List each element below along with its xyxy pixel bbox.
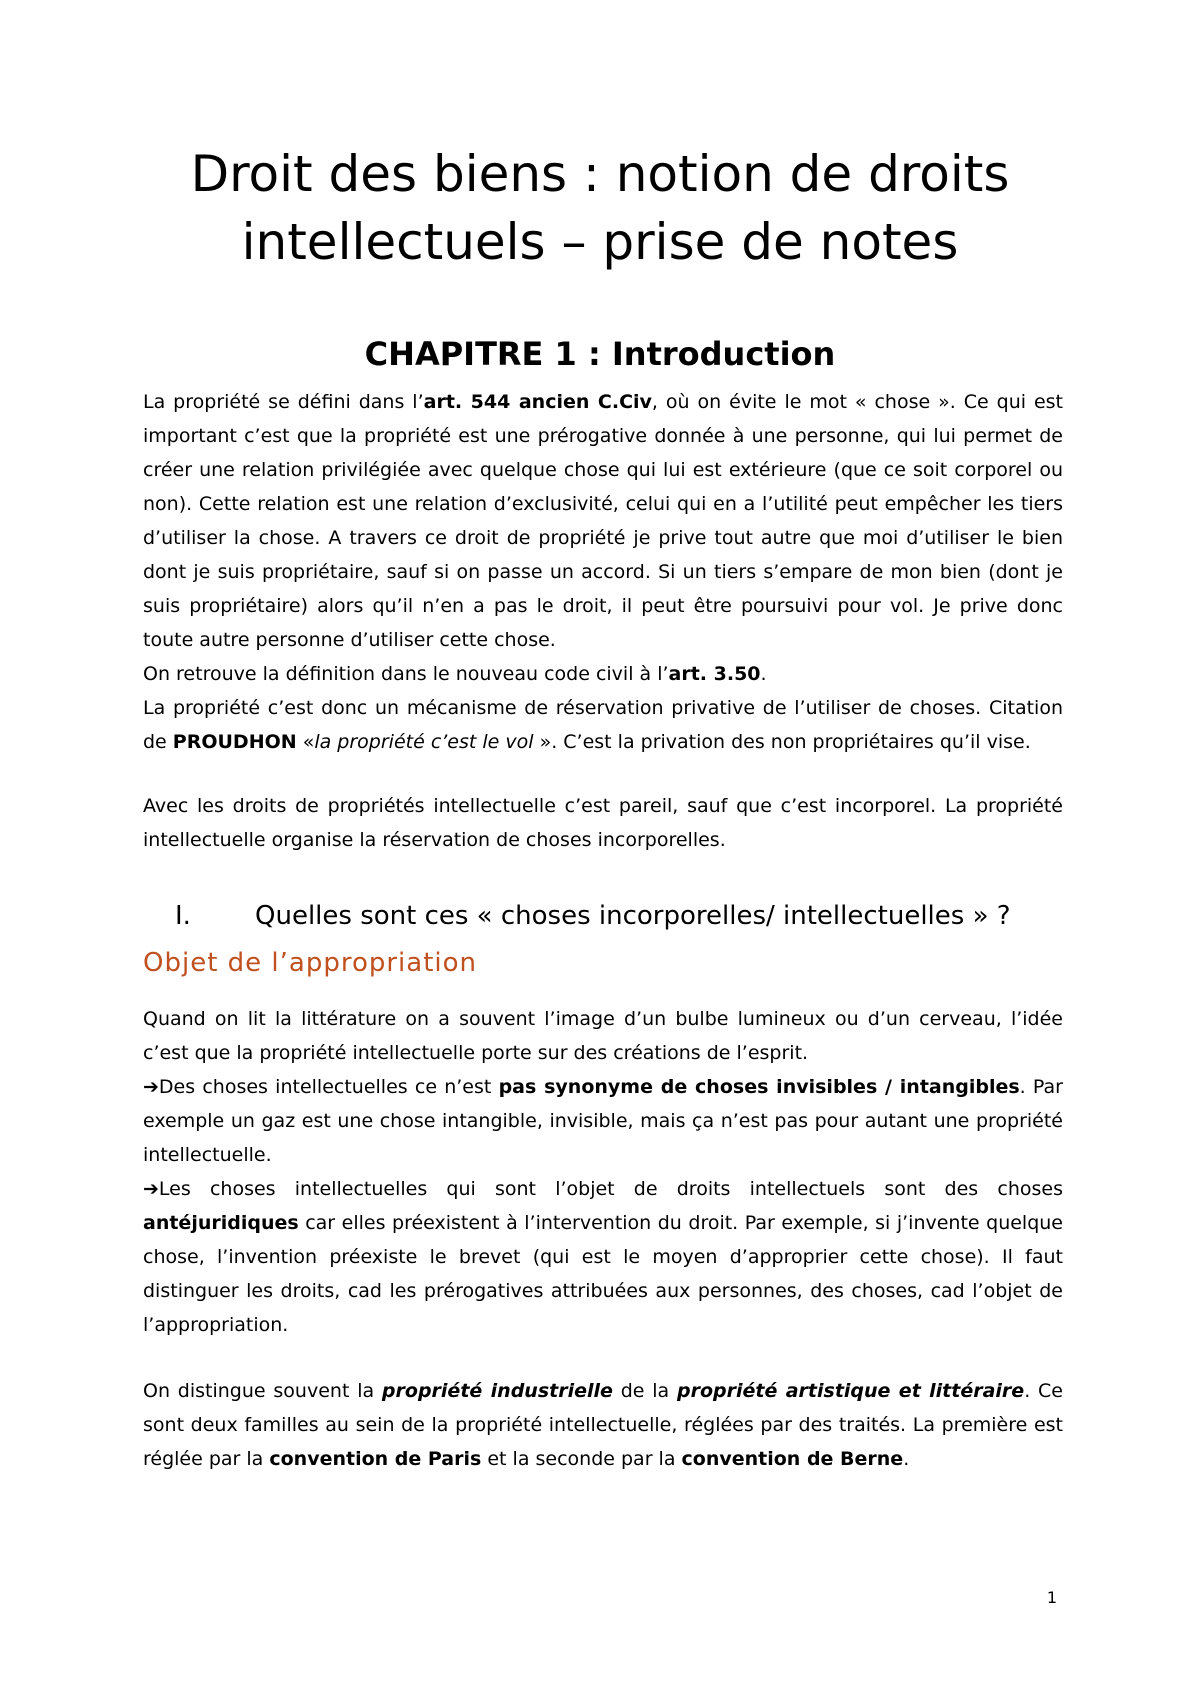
article-reference: art. 3.50 bbox=[668, 663, 761, 685]
document-title bbox=[0, 140, 1200, 276]
text-run: Les choses intellectuelles qui sont l’objet de droits intellectuels sont des choses bbox=[158, 1178, 1063, 1200]
text-run: . bbox=[903, 1448, 910, 1470]
article-reference: art. 544 ancien C.Civ bbox=[423, 391, 652, 413]
text-run: On distingue souvent la bbox=[143, 1380, 382, 1402]
arrow-icon: ➔ bbox=[143, 1076, 159, 1098]
title-line-2: intellectuels – prise de notes bbox=[241, 213, 959, 271]
content-paragraph-3 bbox=[143, 1172, 1063, 1342]
text-run: . Ce sont deux familles au sein de la propriété intellectuelle, réglées par des traités. La première est réglée par la bbox=[143, 1380, 1063, 1470]
section-number: I. bbox=[175, 901, 191, 931]
arrow-icon: ➔ bbox=[143, 1178, 159, 1200]
text-run: La propriété c’est donc un mécanisme de réservation privative de l’utiliser de choses. Citation de bbox=[143, 697, 1063, 753]
intro-paragraph-2 bbox=[143, 657, 1063, 691]
quotation: la propriété c’est le vol bbox=[314, 731, 534, 753]
subsection-heading: Objet de l’appropriation bbox=[143, 948, 478, 978]
text-run: ». C’est la privation des non propriétaires qu’il vise. bbox=[533, 731, 1031, 753]
title-line-1: Droit des biens : notion de droits bbox=[190, 145, 1010, 203]
text-run: La propriété se défini dans l’ bbox=[143, 391, 424, 413]
text-run: et la seconde par la bbox=[481, 1448, 682, 1470]
text-run: de la bbox=[612, 1380, 677, 1402]
emphasis: pas synonyme de choses invisibles / intangibles bbox=[498, 1076, 1020, 1098]
text-run: . Par exemple un gaz est une chose intangible, invisible, mais ça n’est pas pour autant une propriété intellectuelle. bbox=[143, 1076, 1063, 1166]
content-paragraph-1: Quand on lit la littérature on a souvent l’image d’un bulbe lumineux ou d’un cerveau, l’idée c’est que la propriété intellectuelle porte sur des créations de l’esprit. bbox=[143, 1008, 1063, 1064]
intro-paragraph-4: Avec les droits de propriétés intellectuelle c’est pareil, sauf que c’est incorporel. La propriété intellectuelle organise la réservation de choses incorporelles. bbox=[143, 795, 1063, 851]
intro-block bbox=[143, 385, 1063, 759]
text-run: , où on évite le mot « chose ». Ce qui est important c’est que la propriété est une prérogative donnée à une personne, qui lui permet de créer une relation privilégiée avec quelque chose qui lui est extérieure (que ce soit corporel ou non). Cette relation est une relation d’exclusivité, celui qui en a l’utilité peut empêcher les tiers d’utiliser la chose. A travers ce droit de propriété je prive tout autre que moi d’utiliser le bien dont je suis propriétaire, sauf si on passe un accord. Si un tiers s’empare de mon bien (dont je suis propriétaire) alors qu’il n’en a pas le droit, il peut être poursuivi pour vol. Je prive donc toute autre personne d’utiliser cette chose. bbox=[143, 391, 1064, 651]
emphasis: propriété artistique et littéraire bbox=[676, 1380, 1025, 1402]
intro-block-2 bbox=[143, 789, 1063, 857]
text-run: On retrouve la définition dans le nouveau code civil à l’ bbox=[143, 663, 669, 685]
emphasis: convention de Berne bbox=[681, 1448, 904, 1470]
text-run: . bbox=[760, 663, 767, 685]
intro-paragraph-3 bbox=[143, 691, 1063, 759]
content-paragraph-4 bbox=[143, 1374, 1063, 1476]
section-title: Quelles sont ces « choses incorporelles/ intellectuelles » ? bbox=[255, 901, 1011, 931]
emphasis: convention de Paris bbox=[269, 1448, 482, 1470]
content-paragraph-2 bbox=[143, 1070, 1063, 1172]
text-run: car elles préexistent à l’intervention du droit. Par exemple, si j’invente quelque chose, l’invention préexiste le brevet (qui est le moyen d’approprier cette chose). Il faut distinguer les droits, cad les prérogatives attribuées aux personnes, des choses, cad l’objet de l’appropriation. bbox=[143, 1212, 1063, 1336]
text-run: « bbox=[296, 731, 315, 753]
text-run: Des choses intellectuelles ce n’est bbox=[158, 1076, 499, 1098]
section-heading bbox=[143, 896, 1093, 936]
content-block bbox=[143, 1002, 1063, 1342]
intro-paragraph-1 bbox=[143, 385, 1063, 657]
content-block-2 bbox=[143, 1374, 1063, 1476]
page-number: 1 bbox=[1046, 1588, 1057, 1607]
author-name: PROUDHON bbox=[172, 731, 297, 753]
emphasis: antéjuridiques bbox=[143, 1212, 299, 1234]
chapter-heading: CHAPITRE 1 : Introduction bbox=[364, 335, 836, 373]
emphasis: propriété industrielle bbox=[381, 1380, 613, 1402]
